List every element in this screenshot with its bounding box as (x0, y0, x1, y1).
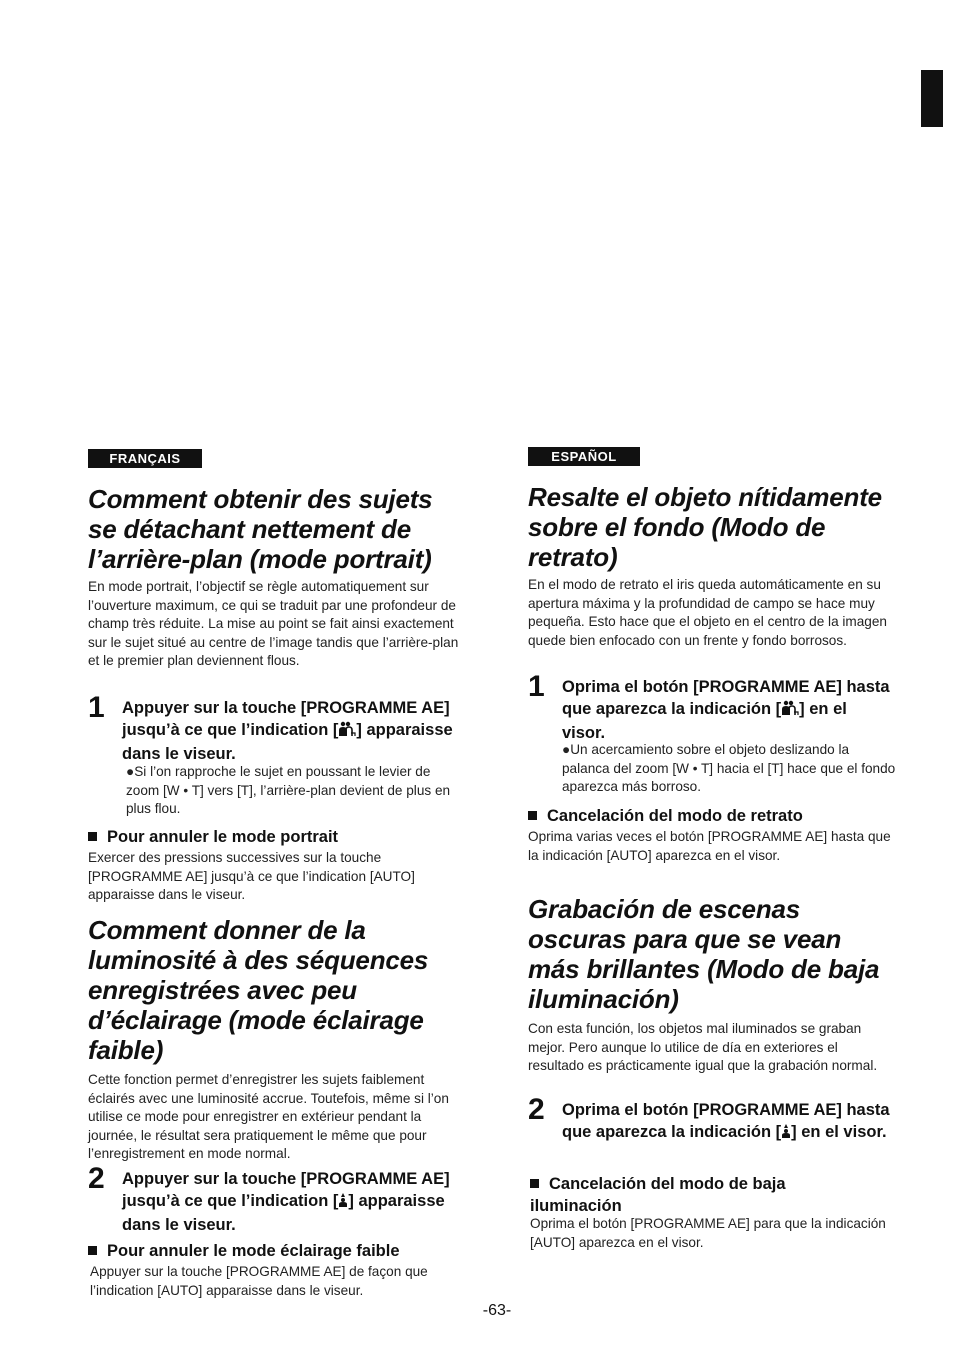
square-bullet-icon (528, 811, 537, 820)
section-title-portrait-fr: Comment obtenir des sujets se détachant nettement de l’arrière-plan (mode portrait) (88, 484, 433, 574)
language-badge-francais: FRANÇAIS (88, 449, 202, 468)
intro-portrait-es: En el modo de retrato el iris queda automáticamente en su apertura máxima y la profundidad de campo se hace muy pequeña. Esto hace que el objeto en el centro de la imagen quede bien enfocado con un frente y fondo borrosos. (528, 577, 887, 648)
cancel-low-light-text-es: Oprima el botón [PROGRAMME AE] para que la indicación [AUTO] aparezca en el visor. (530, 1216, 886, 1250)
step-1-note-fr: ●Si l’on rapproche le sujet en poussant le levier de zoom [W • T] vers [T], l’arrière-plan devient de plus en plus flou. (126, 764, 451, 817)
language-badge-espanol: ESPAÑOL (528, 447, 640, 466)
cancel-portrait-text-es: Oprima varias veces el botón [PROGRAMME AE] hasta que la indicación [AUTO] aparezca en el visor. (528, 829, 891, 863)
intro-portrait-fr: En mode portrait, l’objectif se règle automatiquement sur l’ouverture maximum, ce qui se traduit par une profondeur de champ très réduite. La mise au point se fait ainsi exactement sur le sujet situé au centre de l’image tandis que l’arrière-plan et le premier plan deviennent flous. (88, 579, 459, 669)
step-number: 2 (88, 1162, 105, 1195)
low-light-mode-icon (781, 1123, 791, 1145)
cancel-low-light-title-fr: Pour annuler le mode éclairage faible (88, 1240, 468, 1262)
cancel-portrait-title-es: Cancelación del modo de retrato (528, 805, 898, 827)
step-instruction: Oprima el botón [PROGRAMME AE] hasta que aparezca la indicación [ ] en el visor. (562, 678, 890, 742)
intro-low-light-fr: Cette fonction permet d’enregistrer les sujets faiblement éclairés avec une luminosité accrue. Toutefois, même si l’on utilise ce mode pour enregistrer en extérieur pendant la journée, le résultat sera pratiquement le même que pour l’enregistrement en mode normal. (88, 1072, 449, 1162)
step-number: 2 (528, 1093, 545, 1126)
step-number: 1 (528, 670, 545, 703)
intro-low-light-es: Con esta función, los objetos mal iluminados se graban mejor. Pero aunque lo utilice de día en exteriores el resultado es prácticamente igual que la grabación normal. (528, 1021, 878, 1074)
portrait-mode-icon (338, 721, 356, 743)
square-bullet-icon (88, 1246, 97, 1255)
cancel-portrait-text-fr: Exercer des pressions successives sur la touche [PROGRAMME AE] jusqu’à ce que l’indication [AUTO] apparaisse dans le viseur. (88, 850, 415, 903)
step-instruction: Oprima el botón [PROGRAMME AE] hasta que aparezca la indicación [ ] en el visor. (528, 1099, 894, 1145)
step-2-fr (88, 1162, 460, 1236)
step-number: 1 (88, 691, 105, 724)
section-title-portrait-es: Resalte el objeto nítidamente sobre el fondo (Modo de retrato) (528, 482, 882, 572)
step-2-es (528, 1093, 894, 1145)
step-1-es (528, 670, 894, 744)
step-1-note-es: ●Un acercamiento sobre el objeto deslizando la palanca del zoom [W • T] hacia el [T] hace que el fondo aparezca más borroso. (562, 742, 896, 795)
section-title-low-light-es: Grabación de escenas oscuras para que se vean más brillantes (Modo de baja iluminación) (528, 894, 880, 1014)
cancel-low-light-title-es: Cancelación del modo de baja iluminación (530, 1175, 786, 1215)
portrait-mode-icon (781, 700, 799, 722)
step-instruction: Appuyer sur la touche [PROGRAMME AE] jusqu’à ce que l’indication [ ] apparaisse dans le viseur. (122, 699, 453, 763)
page-number: -63- (482, 1302, 512, 1319)
cancel-low-light-text-fr: Appuyer sur la touche [PROGRAMME AE] de façon que l’indication [AUTO] apparaisse dans le viseur. (90, 1264, 428, 1298)
step-1-fr (88, 691, 458, 765)
section-edge-marker (921, 70, 943, 127)
square-bullet-icon (530, 1179, 539, 1188)
square-bullet-icon (88, 832, 97, 841)
step-instruction: Appuyer sur la touche [PROGRAMME AE] jusqu’à ce que l’indication [ ] apparaisse dans le viseur. (122, 1170, 450, 1234)
section-title-low-light-fr: Comment donner de la luminosité à des séquences enregistrées avec peu d’éclairage (mode éclairage faible) (88, 915, 429, 1065)
low-light-mode-icon (338, 1192, 348, 1214)
cancel-portrait-title-fr: Pour annuler le mode portrait (88, 826, 468, 848)
